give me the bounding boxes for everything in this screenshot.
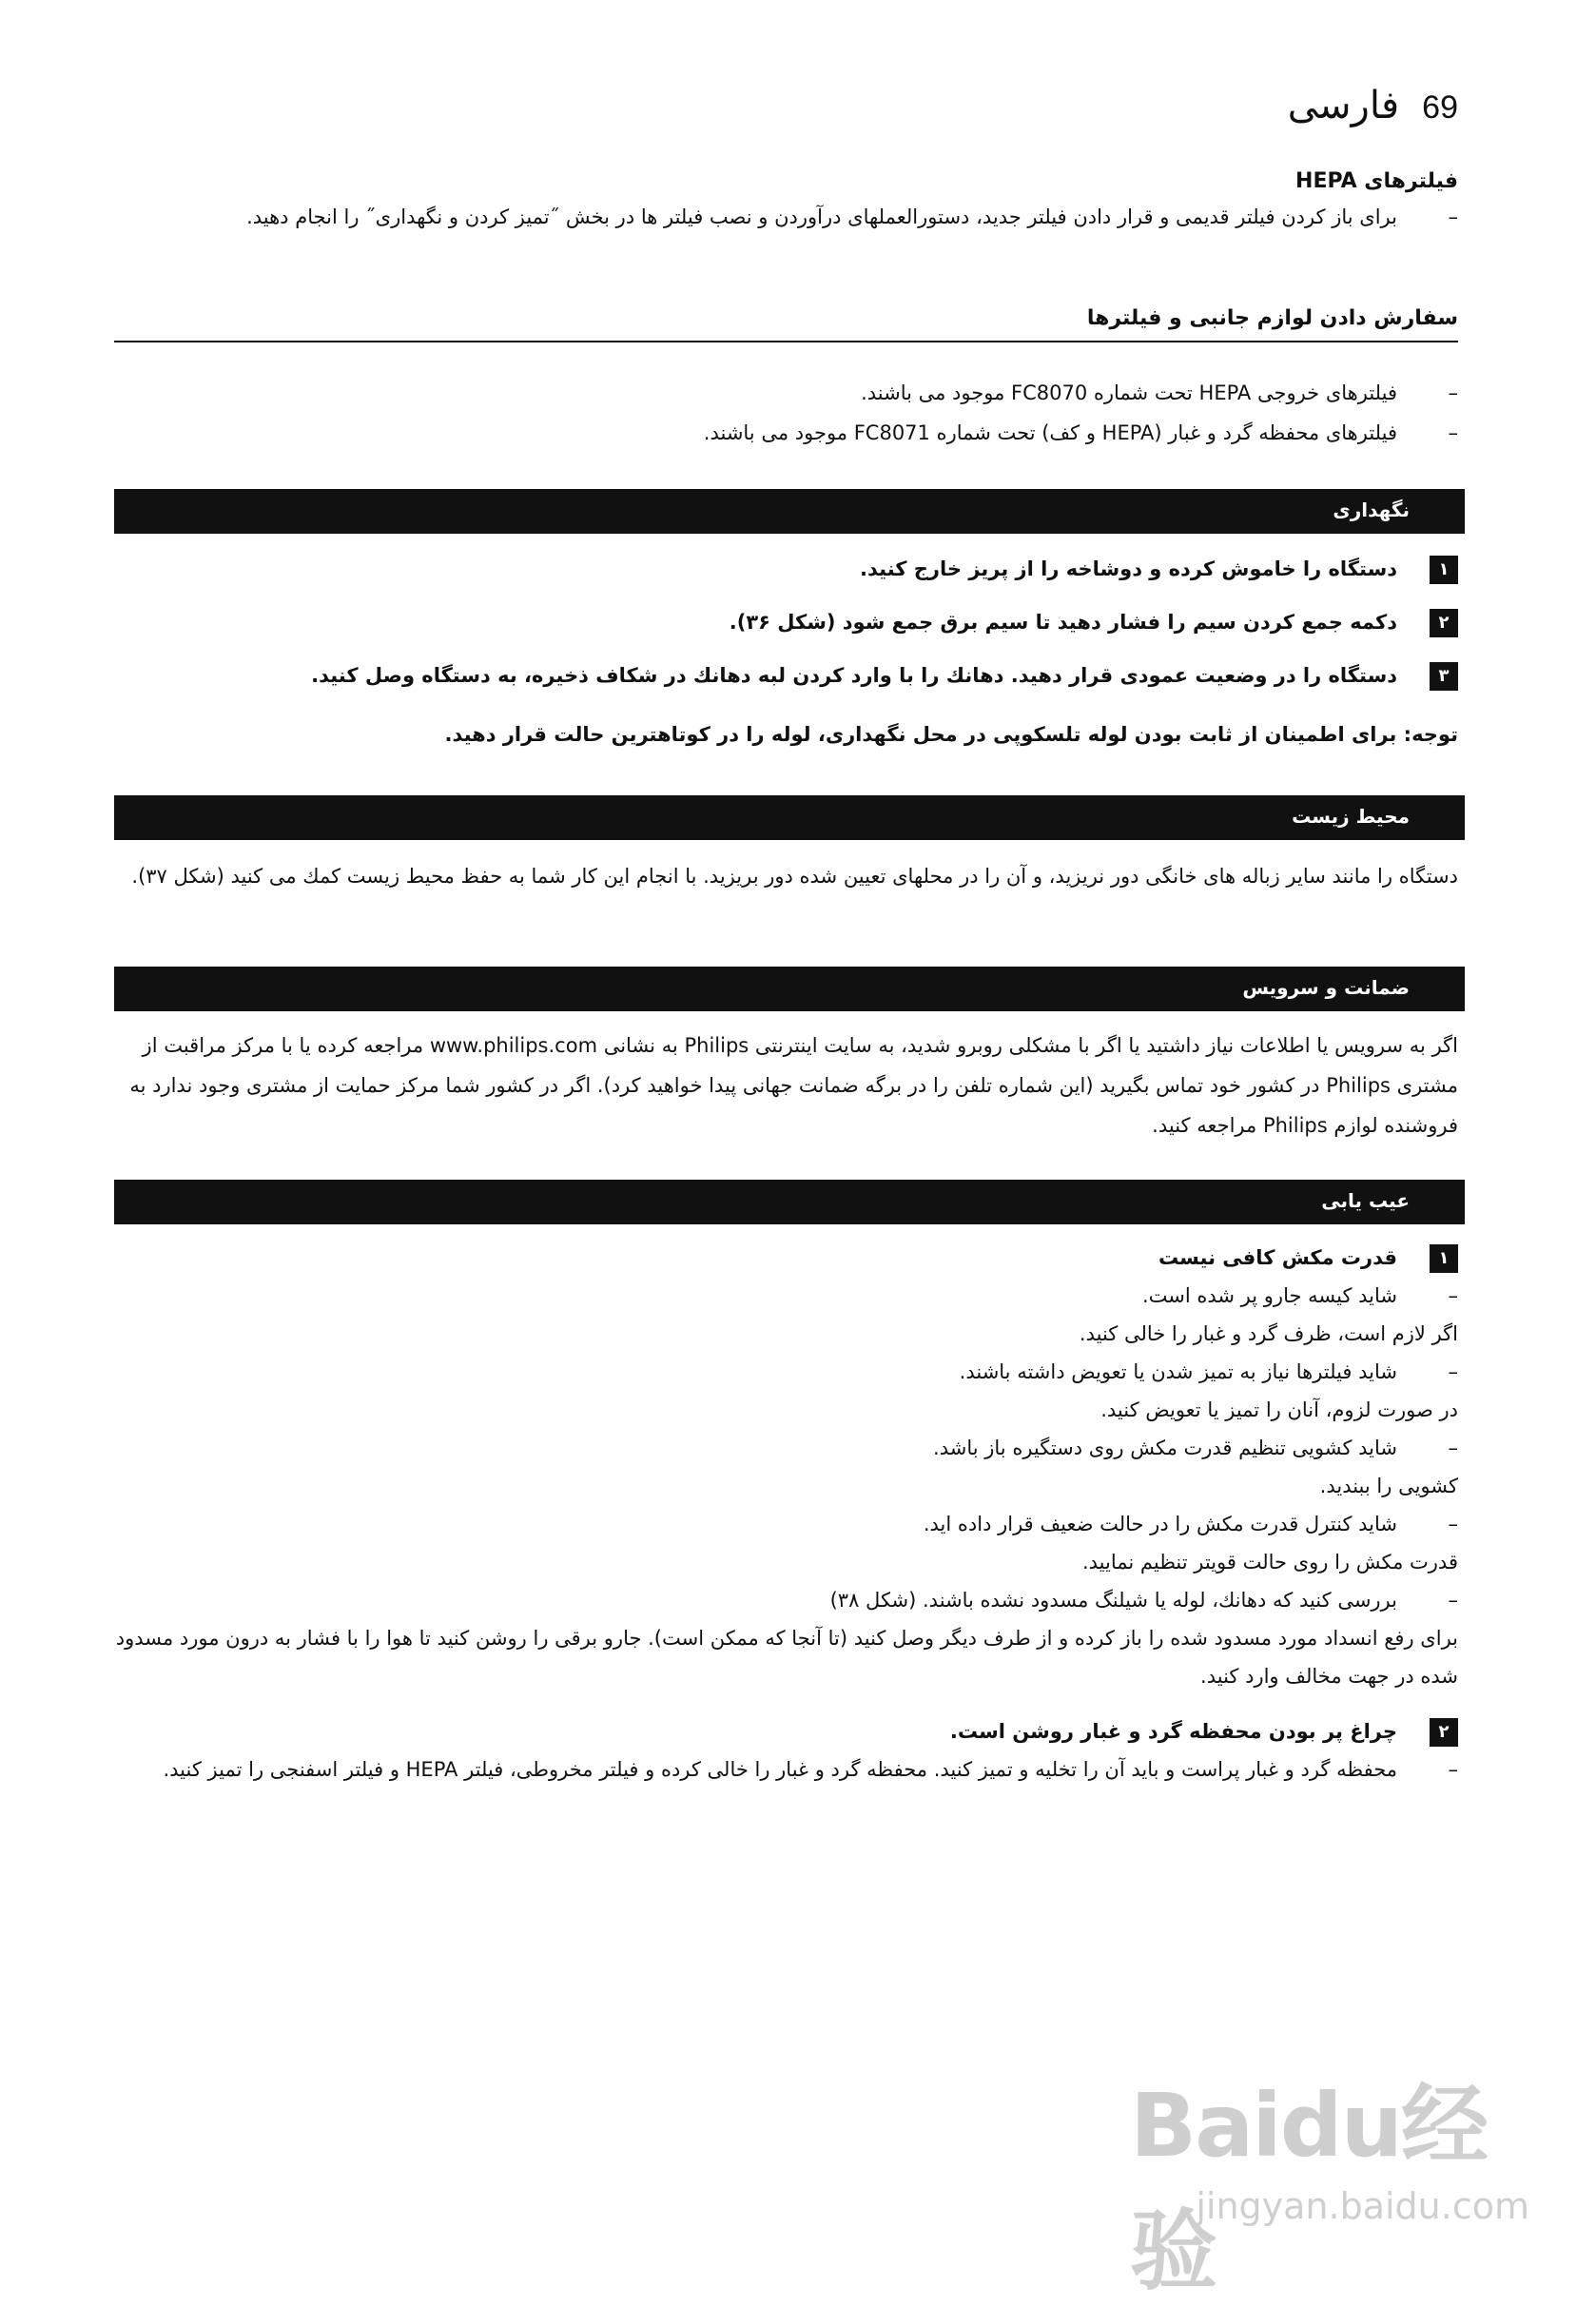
line-text: شاید کشویی تنظیم قدرت مکش روی دستگیره باز باشد. [933, 1437, 1397, 1459]
problem-2-lines [114, 1750, 1458, 1789]
problem-2 [114, 1712, 1458, 1750]
step-text: دستگاه را در وضعیت عمودی قرار دهید. دهانك را با وارد کردن لبه دهانك در شکاف ذخیره، به دستگاه وصل کنید. [311, 664, 1397, 687]
dash-marker: – [1448, 421, 1458, 444]
cause-line [114, 1277, 1458, 1315]
dash-marker: – [1448, 1589, 1458, 1612]
dash-marker: – [1448, 1437, 1458, 1459]
dash-marker: – [1448, 205, 1458, 228]
troubleshooting-title: عیب یابی [1321, 1189, 1410, 1212]
line-text: بررسی کنید که دهانك، لوله یا شیلنگ مسدود نشده باشند. (شکل ۳۸) [829, 1589, 1397, 1612]
solution-line: برای رفع انسداد مورد مسدود شده را باز کرده و از طرف دیگر وصل کنید (تا آنجا که ممکن است). جارو برقی را روشن کنید تا هوا را با فشار به درون مورد مسدود شده در جهت مخالف وارد کنید. [115, 1627, 1458, 1688]
cause-line [114, 1353, 1458, 1391]
storage-step [114, 550, 1458, 588]
line-text: شاید کنترل قدرت مکش را در حالت ضعیف قرار داده اید. [923, 1513, 1397, 1535]
cause-line [114, 1581, 1458, 1619]
solution-line: اگر لازم است، ظرف گرد و غبار را خالی کنید. [1079, 1322, 1458, 1345]
problem-title: قدرت مکش کافی نیست [1158, 1246, 1397, 1269]
problem-1-lines [114, 1277, 1458, 1695]
problem-1 [114, 1239, 1458, 1277]
troubleshooting-content [114, 1239, 1458, 1789]
hepa-section [114, 169, 1458, 237]
step-number: ۱ [1430, 1244, 1458, 1273]
ordering-title: سفارش دادن لوازم جانبی و فیلترها [1086, 306, 1458, 330]
storage-header-bar [114, 489, 1465, 534]
ordering-item [114, 413, 1458, 453]
guarantee-header-bar [114, 967, 1465, 1011]
troubleshooting-header-bar [114, 1180, 1465, 1224]
dash-marker: – [1448, 1758, 1458, 1781]
line-text: شاید کیسه جارو پر شده است. [1141, 1284, 1397, 1307]
hepa-title: فیلترهای HEPA [1295, 169, 1458, 193]
ordering-list [114, 373, 1458, 453]
cause-line [114, 1750, 1458, 1789]
hepa-item-text: برای باز کردن فیلتر قدیمی و قرار دادن فیلتر جدید، دستورالعملهای درآوردن و نصب فیلتر ها در بخش ˝تمیز کردن و نگهداری˝ را انجام دهید. [246, 205, 1397, 228]
page-number: 69 [1422, 89, 1458, 126]
environment-title: محیط زیست [1292, 805, 1410, 828]
line-text: محفظه گرد و غبار پراست و باید آن را تخلیه و تمیز کنید. محفظه گرد و غبار را خالی کرده و فیلتر مخروطی، فیلتر HEPA و فیلتر اسفنجی را تمیز کنید. [163, 1758, 1397, 1781]
step-number: ۳ [1430, 662, 1458, 691]
storage-step [114, 656, 1458, 694]
storage-note: توجه: برای اطمینان از ثابت بودن لوله تلسکوپی در محل نگهداری، لوله را در کوتاهترین حالت قرار دهید. [444, 723, 1458, 746]
hepa-item [114, 197, 1458, 237]
dash-marker: – [1448, 1360, 1458, 1383]
guarantee-text: اگر به سرویس یا اطلاعات نیاز داشتید یا اگر با مشکلی روبرو شدید، به سایت اینترنتی Philips به نشانی www.philips.com مراجعه کرده یا با مرکز مراقبت از مشتری Philips در کشور خود تماس بگیرید (این شماره تلفن را در برگه ضمانت جهانی پیدا خواهید کرد). اگر در کشور شما مرکز حمایت از مشتری وجود ندارد به فروشنده لوازم Philips مراجعه کنید. [129, 1034, 1458, 1137]
solution-line: در صورت لزوم، آنان را تمیز یا تعویض کنید. [1100, 1398, 1458, 1421]
baidu-watermark [1130, 1999, 1539, 2302]
cause-line [114, 1505, 1458, 1543]
environment-header-bar [114, 795, 1465, 840]
section-divider [114, 341, 1458, 342]
step-number: ۱ [1430, 556, 1458, 584]
solution-line: کشویی را ببندید. [1319, 1475, 1458, 1497]
page-header [1288, 84, 1458, 127]
line-text: شاید فیلترها نیاز به تمیز شدن یا تعویض داشته باشند. [959, 1360, 1397, 1383]
ordering-item-text: فیلترهای محفظه گرد و غبار (HEPA و کف) تحت شماره FC8071 موجود می باشند. [703, 421, 1397, 444]
storage-title: نگهداری [1333, 499, 1410, 521]
guarantee-title: ضمانت و سرویس [1242, 976, 1410, 999]
step-number: ۲ [1430, 1718, 1458, 1747]
storage-step [114, 603, 1458, 641]
solution-line: قدرت مکش را روی حالت قویتر تنظیم نمایید. [1081, 1551, 1458, 1574]
step-text: دکمه جمع کردن سیم را فشار دهید تا سیم برق جمع شود (شکل ۳۶). [729, 611, 1397, 634]
baidu-logo: Baidu经验 [1130, 2075, 1488, 2302]
storage-steps [114, 550, 1458, 753]
dash-marker: – [1448, 381, 1458, 404]
language-title: فارسی [1287, 84, 1400, 127]
step-text: دستگاه را خاموش کرده و دوشاخه را از پریز خارج کنید. [860, 557, 1397, 580]
environment-text: دستگاه را مانند سایر زباله های خانگی دور نریزید، و آن را در محلهای تعیین شده دور بریزید. با انجام این کار شما به حفظ محیط زیست کمك می کنید (شکل ۳۷). [131, 865, 1458, 888]
ordering-item [114, 373, 1458, 413]
dash-marker: – [1448, 1284, 1458, 1307]
watermark-url: jingyan.baidu.com [1196, 2185, 1529, 2227]
dash-marker: – [1448, 1513, 1458, 1535]
ordering-item-text: فیلترهای خروجی HEPA تحت شماره FC8070 موجود می باشند. [861, 381, 1397, 404]
cause-line [114, 1429, 1458, 1467]
problem-title: چراغ پر بودن محفظه گرد و غبار روشن است. [949, 1720, 1397, 1743]
ordering-section [114, 306, 1458, 330]
step-number: ۲ [1430, 609, 1458, 637]
